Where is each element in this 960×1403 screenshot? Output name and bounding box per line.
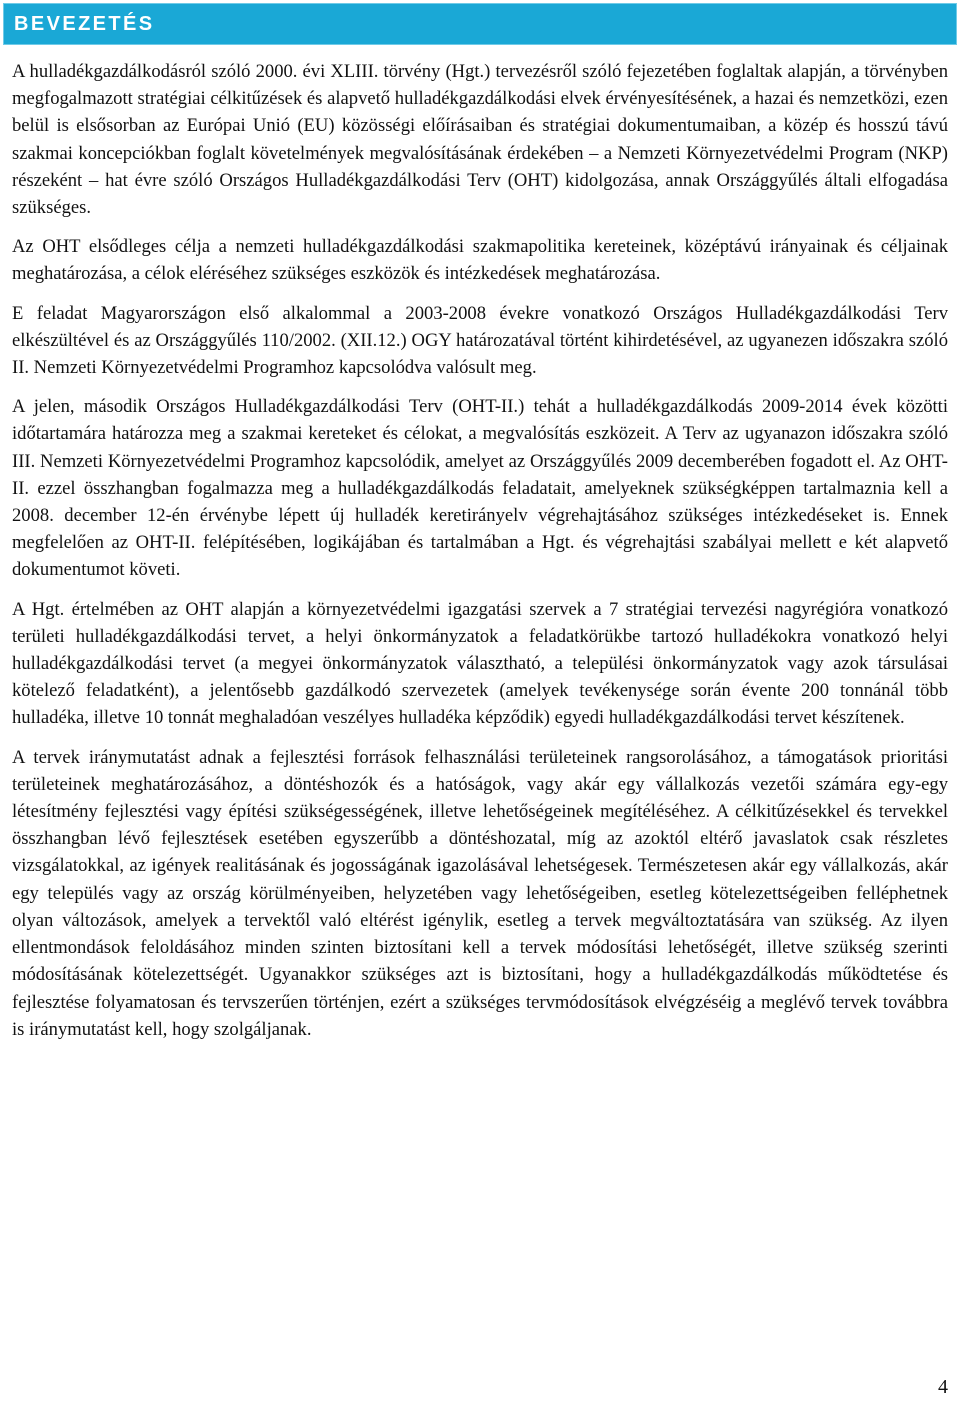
paragraph-first-plan: E feladat Magyarországon első alkalommal a 2003-2008 évekre vonatkozó Országos Hulladékgazdálkodási Terv elkészültével és az Országgyűlés 110/2002. (XII.12.) OGY határozatával történt kihirdetésével, az ugyanezen időszakra szóló II. Nemzeti Környezetvédelmi Programhoz kapcsolódva valósult meg. (12, 302, 948, 379)
paragraph-intro: A hulladékgazdálkodásról szóló 2000. évi XLIII. törvény (Hgt.) tervezésről szóló fejezetében foglaltak alapján, a törvényben megfogalmazott stratégiai célkitűzések és alapvető hulladékgazdálkodási elvek érvényesítésének, a hazai és nemzetközi, ezen belül is elsősorban az Európai Unió (EU) közösségi előírásaiban és stratégiai dokumentumaiban, a közép és hosszú távú szakmai koncepciókban foglalt követelmények megvalósításának érdekében – a Nemzeti Környezetvédelmi Program (NKP) részeként – hat évre szóló Országos Hulladékgazdálkodási Terv (OHT) kidolgozása, annak Országgyűlés általi elfogadása szükséges. (12, 61, 948, 219)
paragraph-second-plan: A jelen, második Országos Hulladékgazdálkodási Terv (OHT-II.) tehát a hulladékgazdálkodás 2009-2014 évek közötti időtartamára határozza meg a szakmai kereteket és célokat, a megvalósítás eszközeit. A Terv az ugyanazon időszakra szóló III. Nemzeti Környezetvédelmi Programhoz kapcsolódik, amelyet az Országgyűlés 2009 decemberében fogadott el. Az OHT-II. ezzel összhangban fogalmazza meg a hulladékgazdálkodás feladatait, amelyeknek szükségképpen tartalmaznia kell a 2008. december 12-én érvénybe lépett új hulladék keretirányelv végrehajtásához szükséges intézkedéseket is. Ennek megfelelően az OHT-II. felépítésében, logikájában és tartalmában a Hgt. és végrehajtási szabályai mellett e két alapvető dokumentumot követi. (12, 396, 948, 581)
document-body (12, 58, 948, 1055)
paragraph-oht-goal: Az OHT elsődleges célja a nemzeti hulladékgazdálkodási szakmapolitika kereteinek, középtávú irányainak és céljainak meghatározása, a célok eléréséhez szükséges eszközök és intézkedések meghatározása. (12, 236, 948, 285)
page-number: 4 (938, 1376, 948, 1398)
section-header-bar (3, 3, 957, 45)
section-title: BEVEZETÉS (14, 13, 155, 35)
paragraph-plan-guidance: A tervek iránymutatást adnak a fejlesztési források felhasználási területeinek rangsorolásához, a támogatások prioritási területeinek meghatározásához, a döntéshozók és a hatóságok, vagy akár egy vállalkozás vezetői számára egy-egy létesítmény fejlesztési vagy építési szükségességének, illetve lehetőségeinek megítéléséhez. A célkitűzésekkel és tervekkel összhangban lévő fejlesztések esetében egyszerűbb a döntéshozatal, míg az azoktól eltérő javaslatok csak részletes vizsgálatokkal, az igények realitásának és jogosságának igazolásával lehetségesek. Természetesen akár egy vállalkozás, akár egy település vagy az ország körülményeiben, helyzetében vagy lehetőségeiben, esetleg kötelezettségeiben felléphetnek olyan változások, amelyek a tervektől való eltérést igénylik, esetleg a tervek megváltoztatására van szükség. Az ilyen ellentmondások feloldásához minden szinten biztosítani kell a tervek módosítási lehetőségét, illetve szükség szerinti módosításának kötelezettségét. Ugyanakkor szükséges azt is biztosítani, hogy a hulladékgazdálkodás működtetése és fejlesztése folyamatosan és tervszerűen történjen, ezért a szükséges tervmódosítások elvégzéséig a meglévő tervek továbbra is iránymutatást kell, hogy szolgáljanak. (12, 746, 948, 1040)
paragraph-plan-levels: A Hgt. értelmében az OHT alapján a környezetvédelmi igazgatási szervek a 7 stratégiai tervezési nagyrégióra vonatkozó területi hulladékgazdálkodási tervet, a helyi önkormányzatok a feladatkörükbe tartozó hulladékokra vonatkozó helyi hulladékgazdálkodási tervet (a megyei önkormányzatok választható, a települési önkormányzatok vagy azok társulásai kötelező feladatként), a jelentősebb gazdálkodó szervezetek (amelyek tevékenysége során évente 200 tonnánál több hulladéka, illetve 10 tonnát meghaladóan veszélyes hulladéka képződik) egyedi hulladékgazdálkodási tervet készítenek. (12, 598, 948, 729)
